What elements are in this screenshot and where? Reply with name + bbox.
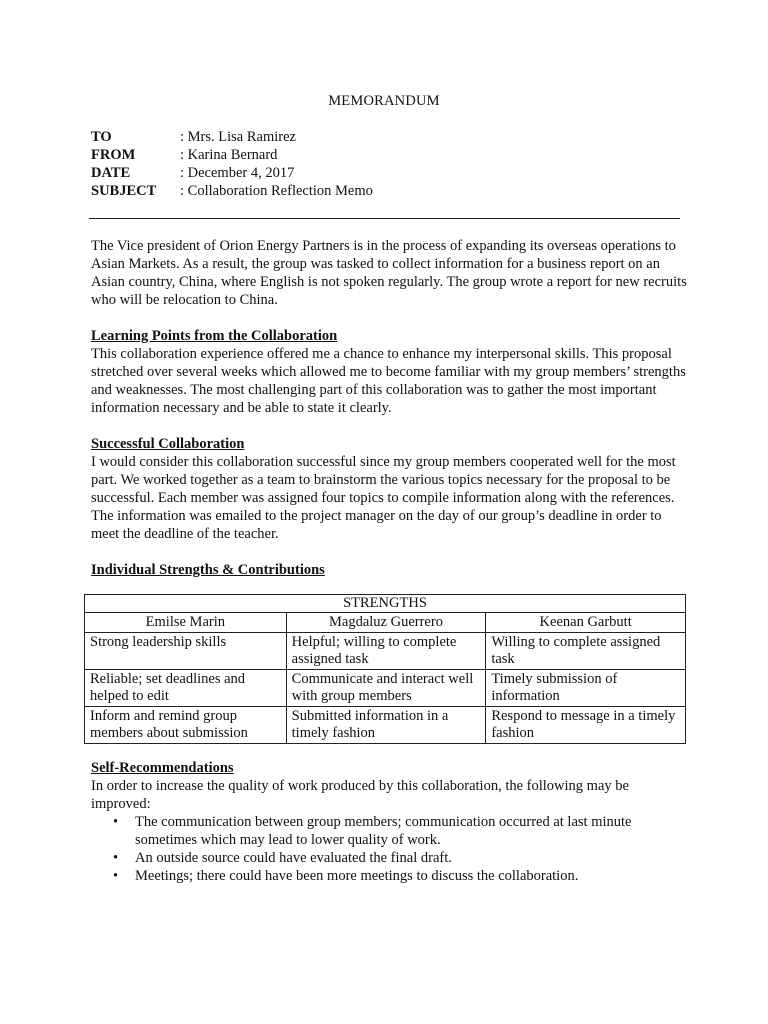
header-key: SUBJECT	[91, 183, 157, 199]
header-key: DATE	[91, 165, 131, 181]
section-heading-learning-points: Learning Points from the Collaboration	[91, 328, 338, 344]
header-row-to	[91, 128, 691, 146]
column-header: Emilse Marin	[85, 613, 287, 633]
strengths-table	[84, 594, 686, 744]
memo-body	[91, 237, 687, 579]
header-value: : Mrs. Lisa Ramirez	[180, 129, 296, 145]
bullet-icon: •	[113, 850, 119, 866]
table-row	[85, 707, 686, 744]
list-item-text: An outside source could have evaluated the final draft.	[135, 850, 452, 866]
self-recommendations-intro: In order to increase the quality of work produced by this collaboration, the following may be improved:	[91, 778, 629, 812]
table-cell: Reliable; set deadlines and helped to edit	[85, 670, 287, 707]
table-cell: Helpful; willing to complete assigned task	[286, 633, 486, 670]
table-cell: Respond to message in a timely fashion	[486, 707, 686, 744]
self-recommendations	[91, 759, 687, 885]
bullet-icon: •	[113, 814, 119, 830]
header-row-subject	[91, 182, 691, 200]
header-value: : Karina Bernard	[180, 147, 278, 163]
header-row-from	[91, 146, 691, 164]
table-cell: Strong leadership skills	[85, 633, 287, 670]
table-cell: Communicate and interact well with group members	[286, 670, 486, 707]
table-row	[85, 670, 686, 707]
column-header: Magdaluz Guerrero	[286, 613, 486, 633]
header-value: : Collaboration Reflection Memo	[180, 183, 373, 199]
section-body-successful-collaboration: I would consider this collaboration successful since my group members cooperated well for the most part. We worked together as a team to brainstorm the various topics necessary for the proposal to be successful. Each member was assigned four topics to compile information along with the references. The information was emailed to the project manager on the day of our group’s deadline in order to meet the deadline of the teacher.	[91, 454, 676, 542]
list-item	[91, 867, 687, 885]
section-heading-self-recommendations: Self-Recommendations	[91, 760, 234, 776]
header-key: TO	[91, 129, 112, 145]
section-heading-successful-collaboration: Successful Collaboration	[91, 436, 245, 452]
table-caption-row	[85, 595, 686, 613]
list-item-text: Meetings; there could have been more meetings to discuss the collaboration.	[135, 868, 579, 884]
header-value: : December 4, 2017	[180, 165, 295, 181]
list-item	[91, 849, 687, 867]
header-row-date	[91, 164, 691, 182]
table-cell: Willing to complete assigned task	[486, 633, 686, 670]
recommendations-list	[91, 813, 687, 885]
header-divider	[89, 218, 680, 219]
intro-paragraph: The Vice president of Orion Energy Partners is in the process of expanding its overseas operations to Asian Markets. As a result, the group was tasked to collect information for a business report on an Asian country, China, where English is not spoken regularly. The group wrote a report for new recruits who will be relocation to China.	[91, 238, 687, 308]
list-item-text: The communication between group members; communication occurred at last minute sometimes which may lead to lower quality of work.	[135, 814, 632, 848]
header-key: FROM	[91, 147, 136, 163]
column-header: Keenan Garbutt	[486, 613, 686, 633]
table-cell: Submitted information in a timely fashion	[286, 707, 486, 744]
list-item	[91, 813, 687, 849]
section-heading-strengths: Individual Strengths & Contributions	[91, 562, 325, 578]
memo-title: MEMORANDUM	[328, 93, 440, 109]
table-caption: STRENGTHS	[85, 595, 686, 613]
table-header-row	[85, 613, 686, 633]
memo-header	[91, 128, 691, 200]
section-body-learning-points: This collaboration experience offered me a chance to enhance my interpersonal skills. This proposal stretched over several weeks which allowed me to become familiar with my group members’ strengths and weaknesses. The most challenging part of this collaboration was to gather the most important information necessary and be able to state it clearly.	[91, 346, 686, 416]
bullet-icon: •	[113, 868, 119, 884]
table-row	[85, 633, 686, 670]
table-cell: Timely submission of information	[486, 670, 686, 707]
table-cell: Inform and remind group members about submission	[85, 707, 287, 744]
